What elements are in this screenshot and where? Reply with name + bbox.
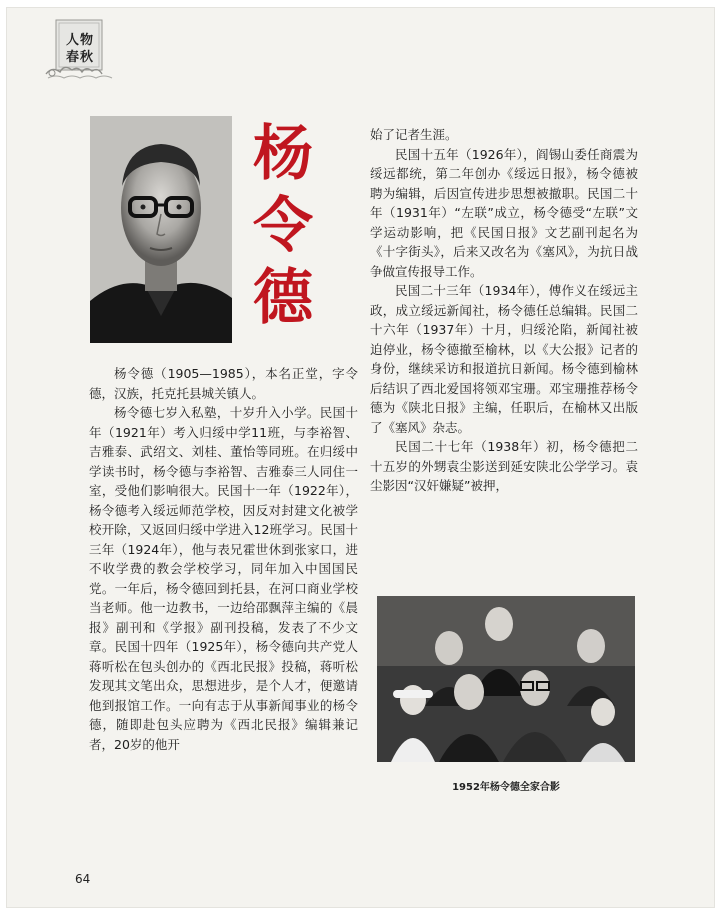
title-char-2: 令 [253,191,313,261]
paragraph: 民国二十三年（1934年），傅作义在绥远主政，成立绥远新闻社，杨令德任总编辑。民国二十六年（1937年）十月，归绥沦陷，新闻社被迫停业，杨令德撤至榆林，以《大公报》记者的身份，继续采访和报道抗日新闻。杨令德到榆林后结识了西北爱国将领邓宝珊。邓宝珊推荐杨令德为《陕北日报》主编，任职后，在榆林又出版了《塞风》杂志。 [370,283,638,435]
paragraph: 始了记者生涯。 [370,127,458,142]
portrait-photo [90,116,232,343]
right-text-column [370,125,638,496]
photo-caption: 1952年杨令德全家合影 [452,782,560,793]
page [7,8,714,907]
person-name-title [245,118,321,334]
section-badge-line2: 春秋 [65,50,94,65]
title-char-1: 杨 [253,119,313,189]
title-char-3: 德 [253,263,313,333]
paragraph: 民国十五年（1926年），阎锡山委任商震为绥远都统，第二年创办《绥远日报》，杨令德被聘为编辑，后因宣传进步思想被撤职。民国二十年（1931年）“左联”成立，杨令德受“左联”文学运动影响，把《民国日报》文艺副刊起名为《十字街头》，后来又改名为《塞风》，为抗日战争做宣传报导工作。 [370,146,638,279]
section-badge-line1: 人物 [65,33,94,48]
page-number: 64 [75,872,91,886]
paragraph: 杨令德七岁入私塾，十岁升入小学。民国十年（1921年）考入归绥中学11班，与李裕智、吉雅泰、武绍文、刘桂、董怡等同班。在归绥中学读书时，杨令德与李裕智、吉雅泰三人同住一室，受他们影响很大。民国十一年（1922年），杨令德考入绥远师范学校，因反对封建文化被学校开除，又返回归绥中学进入12班学习。民国十三年（1924年），他与表兄霍世休到张家口，进不收学费的教会学校学习，同年加入中国国民党。一年后，杨令德回到托县，在河口商业学校当老师。他一边教书，一边给邵飘萍主编的《晨报》副刊和《学报》副刊投稿，发表了不少文章。民国十四年（1925年），杨令德向共产党人蒋听松在包头创办的《西北民报》投稿，蒋听松发现其文笔出众，思想进步，是个人才，便邀请他到报馆工作。一向有志于从事新闻事业的杨令德，随即赴包头应聘为《西北民报》编辑兼记者，20岁的他开 [89,405,358,752]
section-badge [44,18,124,82]
section-badge-label [58,32,102,66]
left-text-column [89,364,358,754]
paragraph: 民国二十七年（1938年）初，杨令德把二十五岁的外甥袁尘影送到延安陕北公学学习。袁尘影因“汉奸嫌疑”被押， [370,439,638,493]
paragraph: 杨令德（1905—1985），本名正堂，字令德，汉族，托克托县城关镇人。 [89,366,358,401]
family-photo [377,596,635,762]
